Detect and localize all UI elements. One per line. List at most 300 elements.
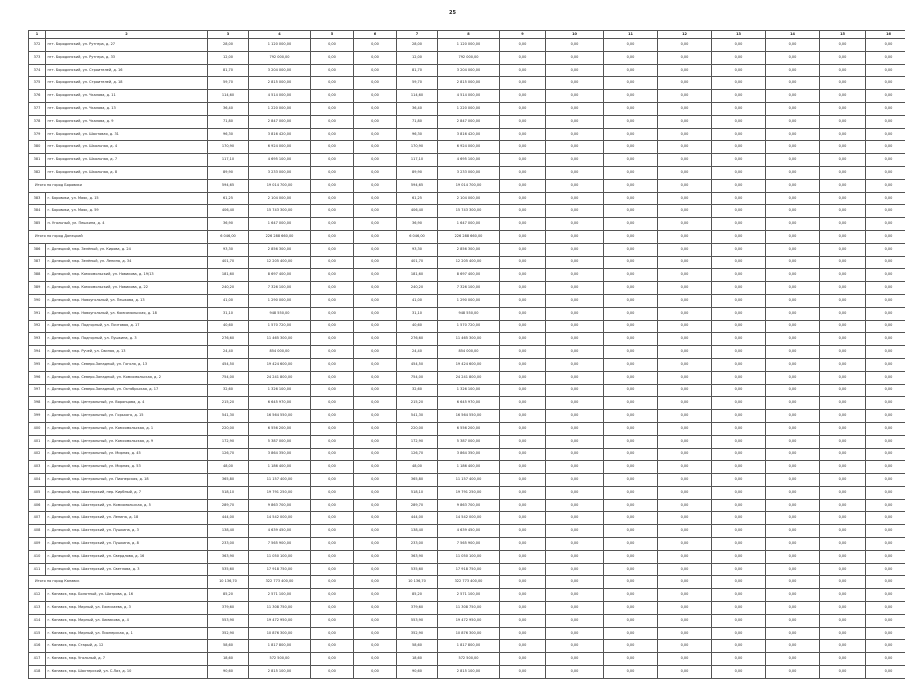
value-cell: 0,00 (546, 461, 604, 474)
value-cell: 0,00 (766, 320, 820, 333)
value-cell: 0,00 (712, 179, 766, 192)
value-cell: 0,00 (820, 77, 866, 90)
value-cell: 0,00 (354, 294, 397, 307)
value-cell: 0,00 (766, 384, 820, 397)
value-cell: 8 697 400,00 (249, 269, 311, 282)
table-row (29, 333, 905, 346)
value-cell: 0,00 (658, 525, 712, 538)
value-cell: 1 290 000,00 (249, 294, 311, 307)
value-cell: 0,00 (766, 51, 820, 64)
value-cell: 15 743 300,00 (438, 205, 500, 218)
value-cell: 0,00 (311, 666, 354, 679)
value-cell: 352,90 (208, 627, 249, 640)
header-cell: 16 (866, 31, 905, 39)
value-cell: 0,00 (766, 282, 820, 295)
value-cell: 85,20 (208, 589, 249, 602)
value-cell: 4 514 000,00 (438, 90, 500, 103)
value-cell: 0,00 (712, 653, 766, 666)
value-cell: 322 773 400,00 (249, 576, 311, 589)
value-cell: 553,90 (397, 614, 438, 627)
value-cell: 0,00 (766, 474, 820, 487)
row-number-cell: 376 (29, 90, 46, 103)
value-cell: 594,65 (208, 179, 249, 192)
value-cell: 0,00 (658, 77, 712, 90)
value-cell: 0,00 (311, 269, 354, 282)
address-cell: г. Донецкий, мкр. Шахтерский, ул. Ленина, д. 18 (46, 512, 208, 525)
value-cell: 0,00 (712, 269, 766, 282)
value-cell: 0,00 (354, 538, 397, 551)
value-cell: 0,00 (354, 448, 397, 461)
value-cell: 0,00 (712, 51, 766, 64)
value-cell: 322 773 400,00 (438, 576, 500, 589)
value-cell: 454,50 (397, 358, 438, 371)
value-cell: 0,00 (712, 525, 766, 538)
address-cell: г. Донецкий, мкр. Северо-Западный, ул. Комсомольская, д. 2 (46, 371, 208, 384)
value-cell: 0,00 (712, 39, 766, 52)
value-cell: 0,00 (658, 576, 712, 589)
value-cell: 2 856 300,00 (249, 243, 311, 256)
value-cell: 0,00 (500, 397, 546, 410)
address-cell: г. Канавск, мкр. Болотный, ул. Шатрова, д. 16 (46, 589, 208, 602)
value-cell: 0,00 (500, 486, 546, 499)
address-cell: г. Донецкий, мкр. Комсомольский, ул. Новикова, д. 22 (46, 282, 208, 295)
value-cell: 2 815 000,00 (438, 77, 500, 90)
value-cell: 0,00 (311, 166, 354, 179)
value-cell: 93,30 (208, 243, 249, 256)
value-cell: 0,00 (658, 243, 712, 256)
value-cell: 0,00 (311, 614, 354, 627)
value-cell: 0,00 (866, 422, 905, 435)
value-cell: 0,00 (604, 64, 658, 77)
value-cell: 0,00 (354, 589, 397, 602)
value-cell: 0,00 (604, 230, 658, 243)
value-cell: 6 556 200,00 (249, 422, 311, 435)
address-cell: г. Донецкий, мкр. Центральный, ул. Мирная, д. 45 (46, 448, 208, 461)
value-cell: 0,00 (766, 192, 820, 205)
table-row (29, 256, 905, 269)
value-cell: 220,00 (397, 422, 438, 435)
table-row (29, 218, 905, 231)
value-cell: 0,00 (604, 269, 658, 282)
value-cell: 220,00 (208, 422, 249, 435)
value-cell: 0,00 (712, 410, 766, 423)
value-cell: 444,00 (208, 512, 249, 525)
table-row (29, 141, 905, 154)
row-number-cell: 383 (29, 192, 46, 205)
address-cell: г. Канавск, мкр. Старый, д. 12 (46, 640, 208, 653)
value-cell: 0,00 (604, 512, 658, 525)
value-cell: 3 816 420,00 (438, 128, 500, 141)
value-cell: 0,00 (546, 589, 604, 602)
table-row (29, 550, 905, 563)
value-cell: 0,00 (311, 333, 354, 346)
value-cell: 36,90 (397, 218, 438, 231)
value-cell: 0,00 (820, 192, 866, 205)
value-cell: 0,00 (866, 115, 905, 128)
value-cell: 754,00 (208, 371, 249, 384)
value-cell: 0,00 (604, 448, 658, 461)
table-row (29, 614, 905, 627)
value-cell: 0,00 (712, 115, 766, 128)
value-cell: 0,00 (766, 371, 820, 384)
table-row (29, 128, 905, 141)
value-cell: 0,00 (311, 179, 354, 192)
value-cell: 4 695 100,00 (249, 154, 311, 167)
value-cell: 0,00 (354, 602, 397, 615)
value-cell: 17 918 750,00 (249, 563, 311, 576)
address-cell: пгт. Бородинский, ул. Школьная, д. 8 (46, 166, 208, 179)
value-cell: 0,00 (766, 77, 820, 90)
value-cell: 0,00 (500, 499, 546, 512)
row-number-cell: 391 (29, 307, 46, 320)
address-cell: г. Донецкий, мкр. Северо-Западный, ул. Гоголя, д. 13 (46, 358, 208, 371)
value-cell: 0,00 (658, 410, 712, 423)
value-cell: 0,00 (311, 397, 354, 410)
value-cell: 0,00 (712, 422, 766, 435)
table-row (29, 563, 905, 576)
value-cell: 0,00 (866, 486, 905, 499)
value-cell: 0,00 (766, 256, 820, 269)
value-cell: 0,00 (500, 614, 546, 627)
value-cell: 0,00 (658, 346, 712, 359)
value-cell: 0,00 (766, 550, 820, 563)
value-cell: 0,00 (311, 192, 354, 205)
value-cell: 0,00 (820, 51, 866, 64)
value-cell: 379,60 (397, 602, 438, 615)
value-cell: 90,60 (397, 666, 438, 679)
address-cell: пгт. Бородинский, ул. Шахтовая, д. 31 (46, 128, 208, 141)
value-cell: 0,00 (500, 538, 546, 551)
value-cell: 0,00 (354, 320, 397, 333)
value-cell: 0,00 (658, 371, 712, 384)
value-cell: 0,00 (354, 256, 397, 269)
value-cell: 0,00 (354, 179, 397, 192)
row-number-cell: 404 (29, 474, 46, 487)
value-cell: 0,00 (766, 128, 820, 141)
value-cell: 0,00 (712, 550, 766, 563)
address-cell: г. Донецкий, мкр. Зелёный, ул. Кирова, д. 24 (46, 243, 208, 256)
value-cell: 10 876 300,00 (249, 627, 311, 640)
value-cell: 0,00 (766, 205, 820, 218)
value-cell: 0,00 (820, 576, 866, 589)
table-row (29, 525, 905, 538)
value-cell: 0,00 (820, 333, 866, 346)
value-cell: 16 564 550,00 (249, 410, 311, 423)
value-cell: 0,00 (820, 141, 866, 154)
value-cell: 0,00 (658, 397, 712, 410)
value-cell: 0,00 (658, 589, 712, 602)
value-cell: 0,00 (604, 102, 658, 115)
table-row (29, 320, 905, 333)
value-cell: 4 639 450,00 (249, 525, 311, 538)
value-cell: 0,00 (766, 563, 820, 576)
value-cell: 0,00 (546, 397, 604, 410)
value-cell: 0,00 (712, 538, 766, 551)
value-cell: 1 186 400,00 (249, 461, 311, 474)
value-cell: 0,00 (712, 499, 766, 512)
value-cell: 0,00 (658, 230, 712, 243)
value-cell: 0,00 (712, 602, 766, 615)
value-cell: 24 241 800,00 (438, 371, 500, 384)
value-cell: 19 014 700,00 (249, 179, 311, 192)
value-cell: 0,00 (604, 218, 658, 231)
value-cell: 0,00 (658, 422, 712, 435)
value-cell: 114,60 (208, 90, 249, 103)
value-cell: 0,00 (820, 218, 866, 231)
value-cell: 0,00 (658, 115, 712, 128)
value-cell: 14 542 000,00 (438, 512, 500, 525)
value-cell: 0,00 (658, 333, 712, 346)
value-cell: 0,00 (766, 307, 820, 320)
value-cell: 0,00 (712, 589, 766, 602)
value-cell: 0,00 (766, 614, 820, 627)
value-cell: 4 639 450,00 (438, 525, 500, 538)
address-cell: г. Донецкий, мкр. Центральный, ул. Горького, д. 15 (46, 410, 208, 423)
value-cell: 0,00 (354, 371, 397, 384)
value-cell: 19 791 250,00 (249, 486, 311, 499)
value-cell: 0,00 (712, 614, 766, 627)
value-cell: 0,00 (766, 666, 820, 679)
value-cell: 0,00 (866, 461, 905, 474)
address-cell: пгт. Бородинский, ул. Чкалова, д. 9 (46, 115, 208, 128)
value-cell: 0,00 (546, 410, 604, 423)
table-row (29, 51, 905, 64)
value-cell: 0,00 (311, 512, 354, 525)
value-cell: 0,00 (820, 653, 866, 666)
value-cell: 406,40 (208, 205, 249, 218)
value-cell: 0,00 (820, 346, 866, 359)
value-cell: 0,00 (500, 154, 546, 167)
value-cell: 0,00 (354, 627, 397, 640)
value-cell: 0,00 (546, 333, 604, 346)
value-cell: 0,00 (658, 448, 712, 461)
value-cell: 0,00 (546, 179, 604, 192)
value-cell: 0,00 (546, 269, 604, 282)
address-cell: г. Донецкий, мкр. Центральный, ул. Мирная, д. 53 (46, 461, 208, 474)
value-cell: 0,00 (604, 192, 658, 205)
address-cell: г. Донецкий, мкр. Зелёный, ул. Ленина, д. 34 (46, 256, 208, 269)
value-cell: 0,00 (311, 102, 354, 115)
value-cell: 3 864 350,00 (249, 448, 311, 461)
value-cell: 0,00 (604, 550, 658, 563)
value-cell: 0,00 (500, 435, 546, 448)
value-cell: 0,00 (354, 128, 397, 141)
value-cell: 1 647 000,00 (438, 218, 500, 231)
value-cell: 0,00 (866, 371, 905, 384)
value-cell: 0,00 (500, 525, 546, 538)
value-cell: 89,90 (397, 166, 438, 179)
value-cell: 31,10 (208, 307, 249, 320)
value-cell: 365,80 (208, 474, 249, 487)
value-cell: 0,00 (766, 397, 820, 410)
value-cell: 0,00 (354, 102, 397, 115)
value-cell: 0,00 (866, 474, 905, 487)
value-cell: 0,00 (604, 410, 658, 423)
value-cell: 0,00 (354, 422, 397, 435)
value-cell: 0,00 (354, 486, 397, 499)
value-cell: 0,00 (546, 512, 604, 525)
value-cell: 0,00 (354, 243, 397, 256)
value-cell: 276,60 (397, 333, 438, 346)
value-cell: 36,40 (397, 102, 438, 115)
value-cell: 0,00 (712, 102, 766, 115)
value-cell: 0,00 (866, 256, 905, 269)
value-cell: 0,00 (712, 320, 766, 333)
value-cell: 0,00 (712, 243, 766, 256)
value-cell: 0,00 (820, 614, 866, 627)
value-cell: 553,90 (208, 614, 249, 627)
value-cell: 12 205 400,00 (249, 256, 311, 269)
value-cell: 3 233 000,00 (249, 166, 311, 179)
header-cell: 11 (604, 31, 658, 39)
value-cell: 0,00 (658, 614, 712, 627)
value-cell: 0,00 (712, 384, 766, 397)
value-cell: 0,00 (820, 166, 866, 179)
value-cell: 0,00 (658, 602, 712, 615)
value-cell: 0,00 (546, 499, 604, 512)
value-cell: 0,00 (866, 640, 905, 653)
value-cell: 0,00 (500, 218, 546, 231)
value-cell: 0,00 (354, 397, 397, 410)
value-cell: 0,00 (500, 422, 546, 435)
value-cell: 0,00 (658, 269, 712, 282)
value-cell: 0,00 (546, 166, 604, 179)
value-cell: 0,00 (604, 179, 658, 192)
value-cell: 0,00 (311, 346, 354, 359)
value-cell: 233,00 (208, 538, 249, 551)
value-cell: 0,00 (311, 64, 354, 77)
value-cell: 0,00 (820, 371, 866, 384)
value-cell: 0,00 (546, 486, 604, 499)
value-cell: 9 863 700,00 (249, 499, 311, 512)
value-cell: 11 157 400,00 (249, 474, 311, 487)
value-cell: 0,00 (766, 115, 820, 128)
value-cell: 0,00 (546, 614, 604, 627)
value-cell: 0,00 (604, 141, 658, 154)
value-cell: 0,00 (311, 422, 354, 435)
value-cell: 170,90 (208, 141, 249, 154)
value-cell: 0,00 (766, 525, 820, 538)
address-cell: пгт. Бородинский, ул. Чкалова, д. 11 (46, 90, 208, 103)
value-cell: 0,00 (311, 243, 354, 256)
value-cell: 0,00 (500, 77, 546, 90)
header-cell: 9 (500, 31, 546, 39)
address-cell: г. Донецкий, мкр. Ручей, ул. Свиная, д. 13 (46, 346, 208, 359)
value-cell: 0,00 (546, 358, 604, 371)
value-cell: 0,00 (866, 538, 905, 551)
value-cell: 0,00 (311, 499, 354, 512)
value-cell: 0,00 (500, 51, 546, 64)
value-cell: 0,00 (500, 371, 546, 384)
value-cell: 0,00 (354, 614, 397, 627)
value-cell: 0,00 (500, 102, 546, 115)
value-cell: 0,00 (546, 141, 604, 154)
value-cell: 6 645 970,00 (249, 397, 311, 410)
total-label-cell: Итого по город Канавск (29, 576, 208, 589)
value-cell: 0,00 (866, 410, 905, 423)
value-cell: 0,00 (311, 525, 354, 538)
value-cell: 0,00 (712, 397, 766, 410)
value-cell: 0,00 (866, 166, 905, 179)
value-cell: 0,00 (658, 653, 712, 666)
value-cell: 0,00 (311, 230, 354, 243)
value-cell: 0,00 (712, 666, 766, 679)
value-cell: 1 570 720,00 (249, 320, 311, 333)
value-cell: 15 743 300,00 (249, 205, 311, 218)
value-cell: 0,00 (354, 333, 397, 346)
value-cell: 0,00 (311, 320, 354, 333)
row-number-cell: 413 (29, 602, 46, 615)
value-cell: 0,00 (658, 64, 712, 77)
header-cell: 10 (546, 31, 604, 39)
value-cell: 0,00 (500, 666, 546, 679)
value-cell: 24,40 (397, 346, 438, 359)
value-cell: 0,00 (820, 550, 866, 563)
value-cell: 0,00 (500, 320, 546, 333)
value-cell: 17 918 750,00 (438, 563, 500, 576)
value-cell: 0,00 (604, 525, 658, 538)
value-cell: 1 120 000,00 (438, 39, 500, 52)
value-cell: 363,90 (208, 550, 249, 563)
value-cell: 0,00 (712, 333, 766, 346)
value-cell: 19 472 950,00 (438, 614, 500, 627)
value-cell: 0,00 (604, 346, 658, 359)
value-cell: 81,70 (397, 64, 438, 77)
value-cell: 2 815 000,00 (249, 77, 311, 90)
value-cell: 0,00 (311, 294, 354, 307)
value-cell: 0,00 (604, 627, 658, 640)
value-cell: 0,00 (546, 256, 604, 269)
value-cell: 0,00 (820, 640, 866, 653)
value-cell: 0,00 (658, 39, 712, 52)
header-cell: 3 (208, 31, 249, 39)
value-cell: 0,00 (866, 589, 905, 602)
row-number-cell: 377 (29, 102, 46, 115)
value-cell: 0,00 (604, 256, 658, 269)
value-cell: 0,00 (866, 141, 905, 154)
value-cell: 11 050 100,00 (438, 550, 500, 563)
value-cell: 0,00 (311, 461, 354, 474)
value-cell: 0,00 (820, 512, 866, 525)
value-cell: 0,00 (354, 358, 397, 371)
value-cell: 18,60 (397, 653, 438, 666)
value-cell: 6 556 200,00 (438, 422, 500, 435)
row-number-cell: 375 (29, 77, 46, 90)
value-cell: 0,00 (820, 448, 866, 461)
value-cell: 117,10 (397, 154, 438, 167)
value-cell: 2 847 000,00 (249, 115, 311, 128)
value-cell: 0,00 (712, 448, 766, 461)
table-row (29, 410, 905, 423)
value-cell: 518,10 (397, 486, 438, 499)
value-cell: 541,30 (208, 410, 249, 423)
row-number-cell: 397 (29, 384, 46, 397)
value-cell: 0,00 (604, 486, 658, 499)
row-number-cell: 388 (29, 269, 46, 282)
value-cell: 0,00 (712, 576, 766, 589)
value-cell: 0,00 (866, 192, 905, 205)
value-cell: 31,10 (397, 307, 438, 320)
value-cell: 1 220 000,00 (249, 102, 311, 115)
value-cell: 0,00 (354, 563, 397, 576)
value-cell: 7 326 100,00 (438, 282, 500, 295)
value-cell: 0,00 (354, 90, 397, 103)
value-cell: 12 205 400,00 (438, 256, 500, 269)
value-cell: 0,00 (658, 294, 712, 307)
value-cell: 181,60 (397, 269, 438, 282)
value-cell: 0,00 (866, 269, 905, 282)
value-cell: 0,00 (311, 576, 354, 589)
